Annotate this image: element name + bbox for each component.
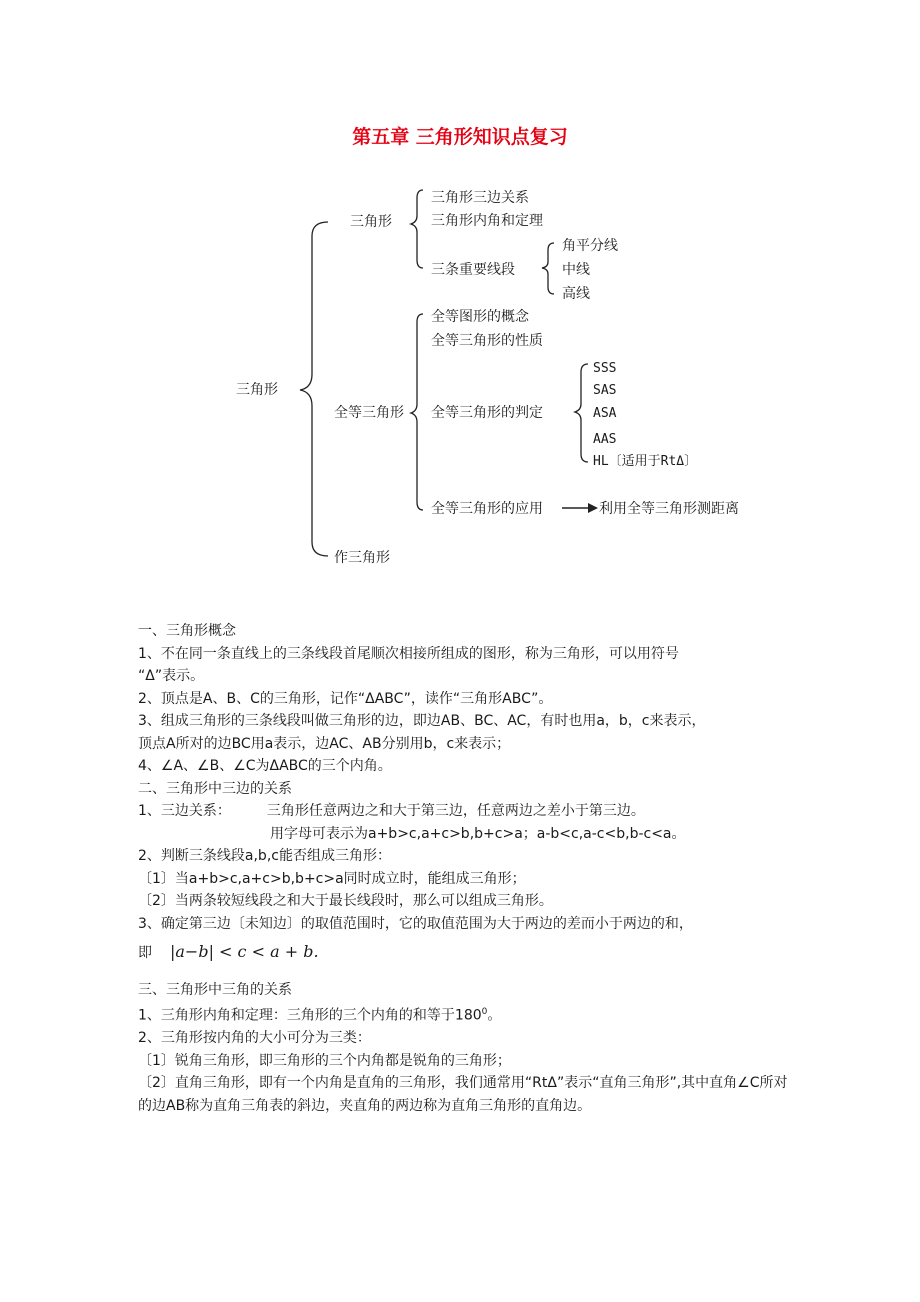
segments-brace (542, 243, 554, 294)
criteria-item: SAS (593, 383, 617, 398)
criteria-item: AAS (593, 432, 617, 447)
paragraph: 2、判断三条线段a,b,c能否组成三角形： (138, 848, 391, 864)
application-arrow-head (588, 503, 598, 513)
triangle-item: 三角形内角和定理 (431, 213, 543, 229)
congruent-brace (411, 314, 423, 510)
paragraph (138, 800, 788, 823)
formula-prefix: 即 (138, 945, 152, 961)
application-result: 利用全等三角形测距离 (599, 501, 739, 517)
body-text (138, 620, 788, 1117)
branch-construct-label: 作三角形 (334, 550, 390, 566)
paragraph: 〔2〕直角三角形，即有一个内角是直角的三角形，我们通常用“RtΔ”表示“直角三角形”,其中直角∠C所对的边AB称为直角三角表的斜边，夹直角的两边称为直角三角形的直角边。 (138, 1075, 788, 1114)
paragraph: 4、∠A、∠B、∠C为ΔABC的三个内角。 (138, 758, 392, 774)
application-label: 全等三角形的应用 (431, 501, 543, 517)
label: 1、三边关系： (138, 803, 231, 819)
paragraph: 1、不在同一条直线上的三条线段首尾顺次相接所组成的图形，称为三角形，可以用符号 (138, 645, 679, 662)
segment-item: 中线 (562, 262, 590, 278)
text: 三角形任意两边之和大于第三边，任意两边之差小于第三边。 (266, 803, 645, 819)
section1-heading: 一、三角形概念 (138, 623, 236, 639)
criteria-brace (575, 364, 588, 462)
criteria-item: HL〔适用于RtΔ〕 (593, 454, 698, 469)
formula: |a−b| < c < a + b. (170, 942, 319, 961)
paragraph: “Δ”表示。 (138, 668, 205, 684)
segment-item: 高线 (562, 286, 590, 302)
triangle-item: 三角形三边关系 (431, 190, 529, 206)
paragraph (138, 1001, 788, 1027)
paragraph: 顶点A所对的边BC用a表示，边AC、AB分别用b，c来表示； (138, 735, 511, 752)
page-title: 第五章 三角形知识点复习 (352, 126, 568, 148)
section2-heading: 二、三角形中三边的关系 (138, 780, 292, 797)
criteria-item: ASA (593, 406, 617, 421)
paragraph: 2、顶点是A、B、C的三角形，记作“ΔABC”，读作“三角形ABC”。 (138, 690, 553, 707)
paragraph: 2、三角形按内角的大小可分为三类： (138, 1030, 371, 1047)
criteria-item: SSS (593, 361, 617, 376)
text: 。 (487, 1007, 502, 1024)
paragraph: 3、组成三角形的三条线段叫做三角形的边，即边AB、BC、AC，有时也用a，b，c来表示， (138, 713, 706, 729)
section3-heading: 三、三角形中三角的关系 (138, 981, 292, 998)
segments-label: 三条重要线段 (431, 262, 515, 278)
branch-congruent-label: 全等三角形 (334, 405, 404, 421)
text: 1、三角形内角和定理：三角形的三个内角的和等于180 (138, 1007, 482, 1024)
paragraph: 〔1〕当a+b>c,a+c>b,b+c>a同时成立时，能组成三角形； (138, 870, 526, 887)
mindmap-root: 三角形 (236, 382, 278, 398)
paragraph: 〔1〕锐角三角形，即三角形的三个内角都是锐角的三角形； (138, 1052, 511, 1069)
triangle-brace (411, 190, 423, 268)
formula-line (138, 941, 788, 965)
root-brace (300, 222, 328, 556)
paragraph: 3、确定第三边〔未知边〕的取值范围时，它的取值范围为大于两边的差而小于两边的和， (138, 915, 693, 932)
superscript: 0 (481, 1007, 488, 1017)
paragraph: 用字母可表示为a+b>c,a+c>b,b+c>a；a-b<c,a-c<b,b-c<a。 (270, 825, 686, 842)
congruent-item: 全等三角形的性质 (431, 333, 543, 349)
congruent-item: 全等图形的概念 (431, 309, 529, 325)
criteria-label: 全等三角形的判定 (431, 405, 543, 421)
branch-triangle-label: 三角形 (350, 214, 392, 230)
segment-item: 角平分线 (562, 238, 618, 254)
paragraph: 〔2〕当两条较短线段之和大于最长线段时，那么可以组成三角形。 (138, 893, 553, 909)
